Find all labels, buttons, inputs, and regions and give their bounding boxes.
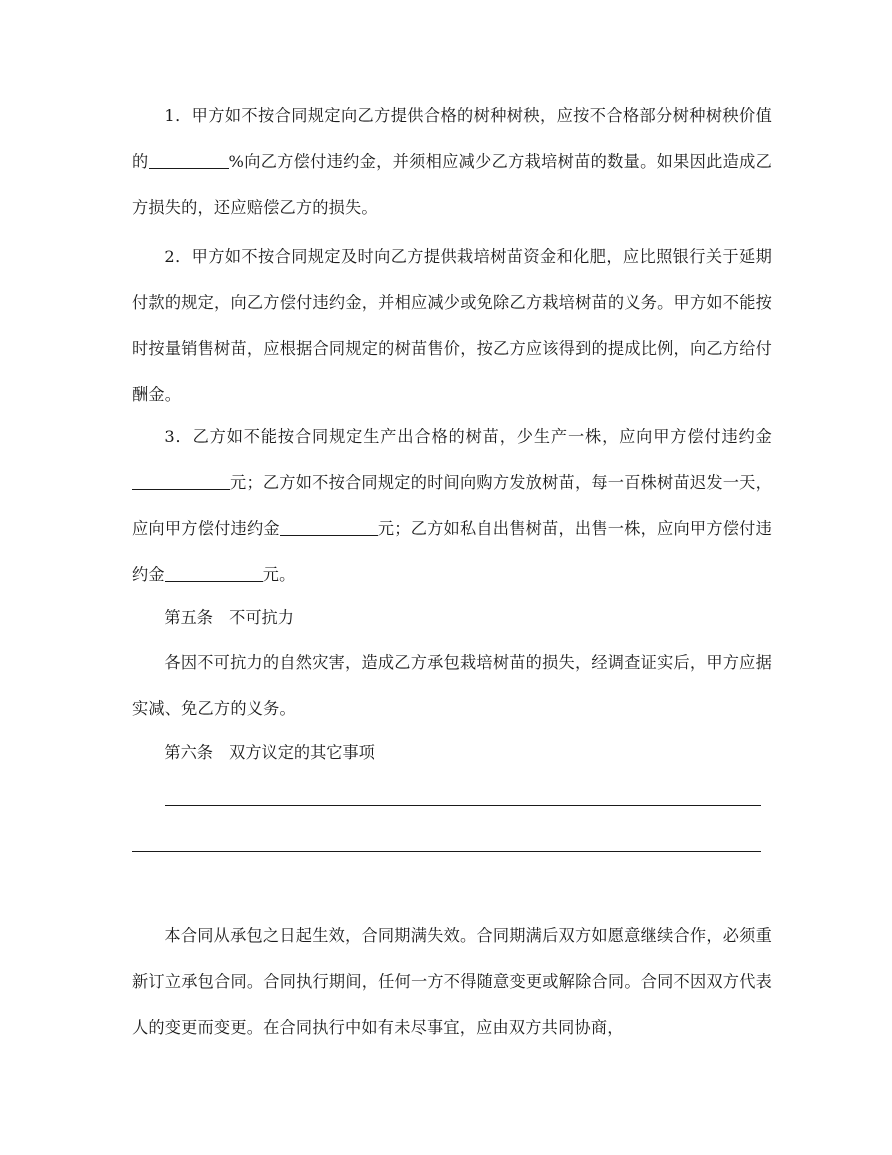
clause-3-text-b: 元；乙方如不按合同规定的时间向购方发放树苗，每一百株树苗迟发一天，应向甲方偿付违约金 xyxy=(132,473,772,538)
article-6-fill-line-1[interactable] xyxy=(165,805,761,806)
clause-3-text-a: 3．乙方如不能按合同规定生产出合格的树苗，少生产一株，应向甲方偿付违约金 xyxy=(164,427,772,446)
article-5-body: 各因不可抗力的自然灾害，造成乙方承包栽培树苗的损失，经调查证实后，甲方应据实减、免乙方的义务。 xyxy=(132,653,772,718)
clause-1-text-b: %向乙方偿付违约金，并须相应减少乙方栽培树苗的数量。如果因此造成乙方损失的，还应赔偿乙方的损失。 xyxy=(132,152,772,217)
article-6-heading: 第六条 双方议定的其它事项 xyxy=(164,743,375,762)
clause-3 xyxy=(132,414,772,598)
clause-3-text-c: 元；乙方如私自出售树苗，出售一株，应向甲方偿付违约金 xyxy=(132,519,772,584)
article-6-fill-line-2[interactable] xyxy=(132,851,761,852)
article-5-heading: 第五条 不可抗力 xyxy=(164,608,294,627)
clause-1-text-a: 1．甲方如不按合同规定向乙方提供合格的树种树秧，应按不合格部分树种树秧价值的 xyxy=(132,106,772,171)
clause-3-blank-1[interactable] xyxy=(132,473,230,490)
clause-1 xyxy=(132,93,772,231)
clause-3-text-d: 元。 xyxy=(262,565,296,584)
clause-1-blank[interactable] xyxy=(149,152,229,169)
clause-2: 2．甲方如不按合同规定及时向乙方提供栽培树苗资金和化肥，应比照银行关于延期付款的规定，向乙方偿付违约金，并相应减少或免除乙方栽培树苗的义务。甲方如不能按时按量销售树苗，应根据合同规定的树苗售价，按乙方应该得到的提成比例，向乙方给付酬金。 xyxy=(132,247,772,404)
closing-paragraph: 本合同从承包之日起生效，合同期满失效。合同期满后双方如愿意继续合作，必须重新订立承包合同。合同执行期间，任何一方不得随意变更或解除合同。合同不因双方代表人的变更而变更。在合同执行中如有未尽事宜，应由双方共同协商， xyxy=(132,926,772,1037)
clause-3-blank-3[interactable] xyxy=(165,565,263,582)
clause-3-blank-2[interactable] xyxy=(280,519,378,536)
